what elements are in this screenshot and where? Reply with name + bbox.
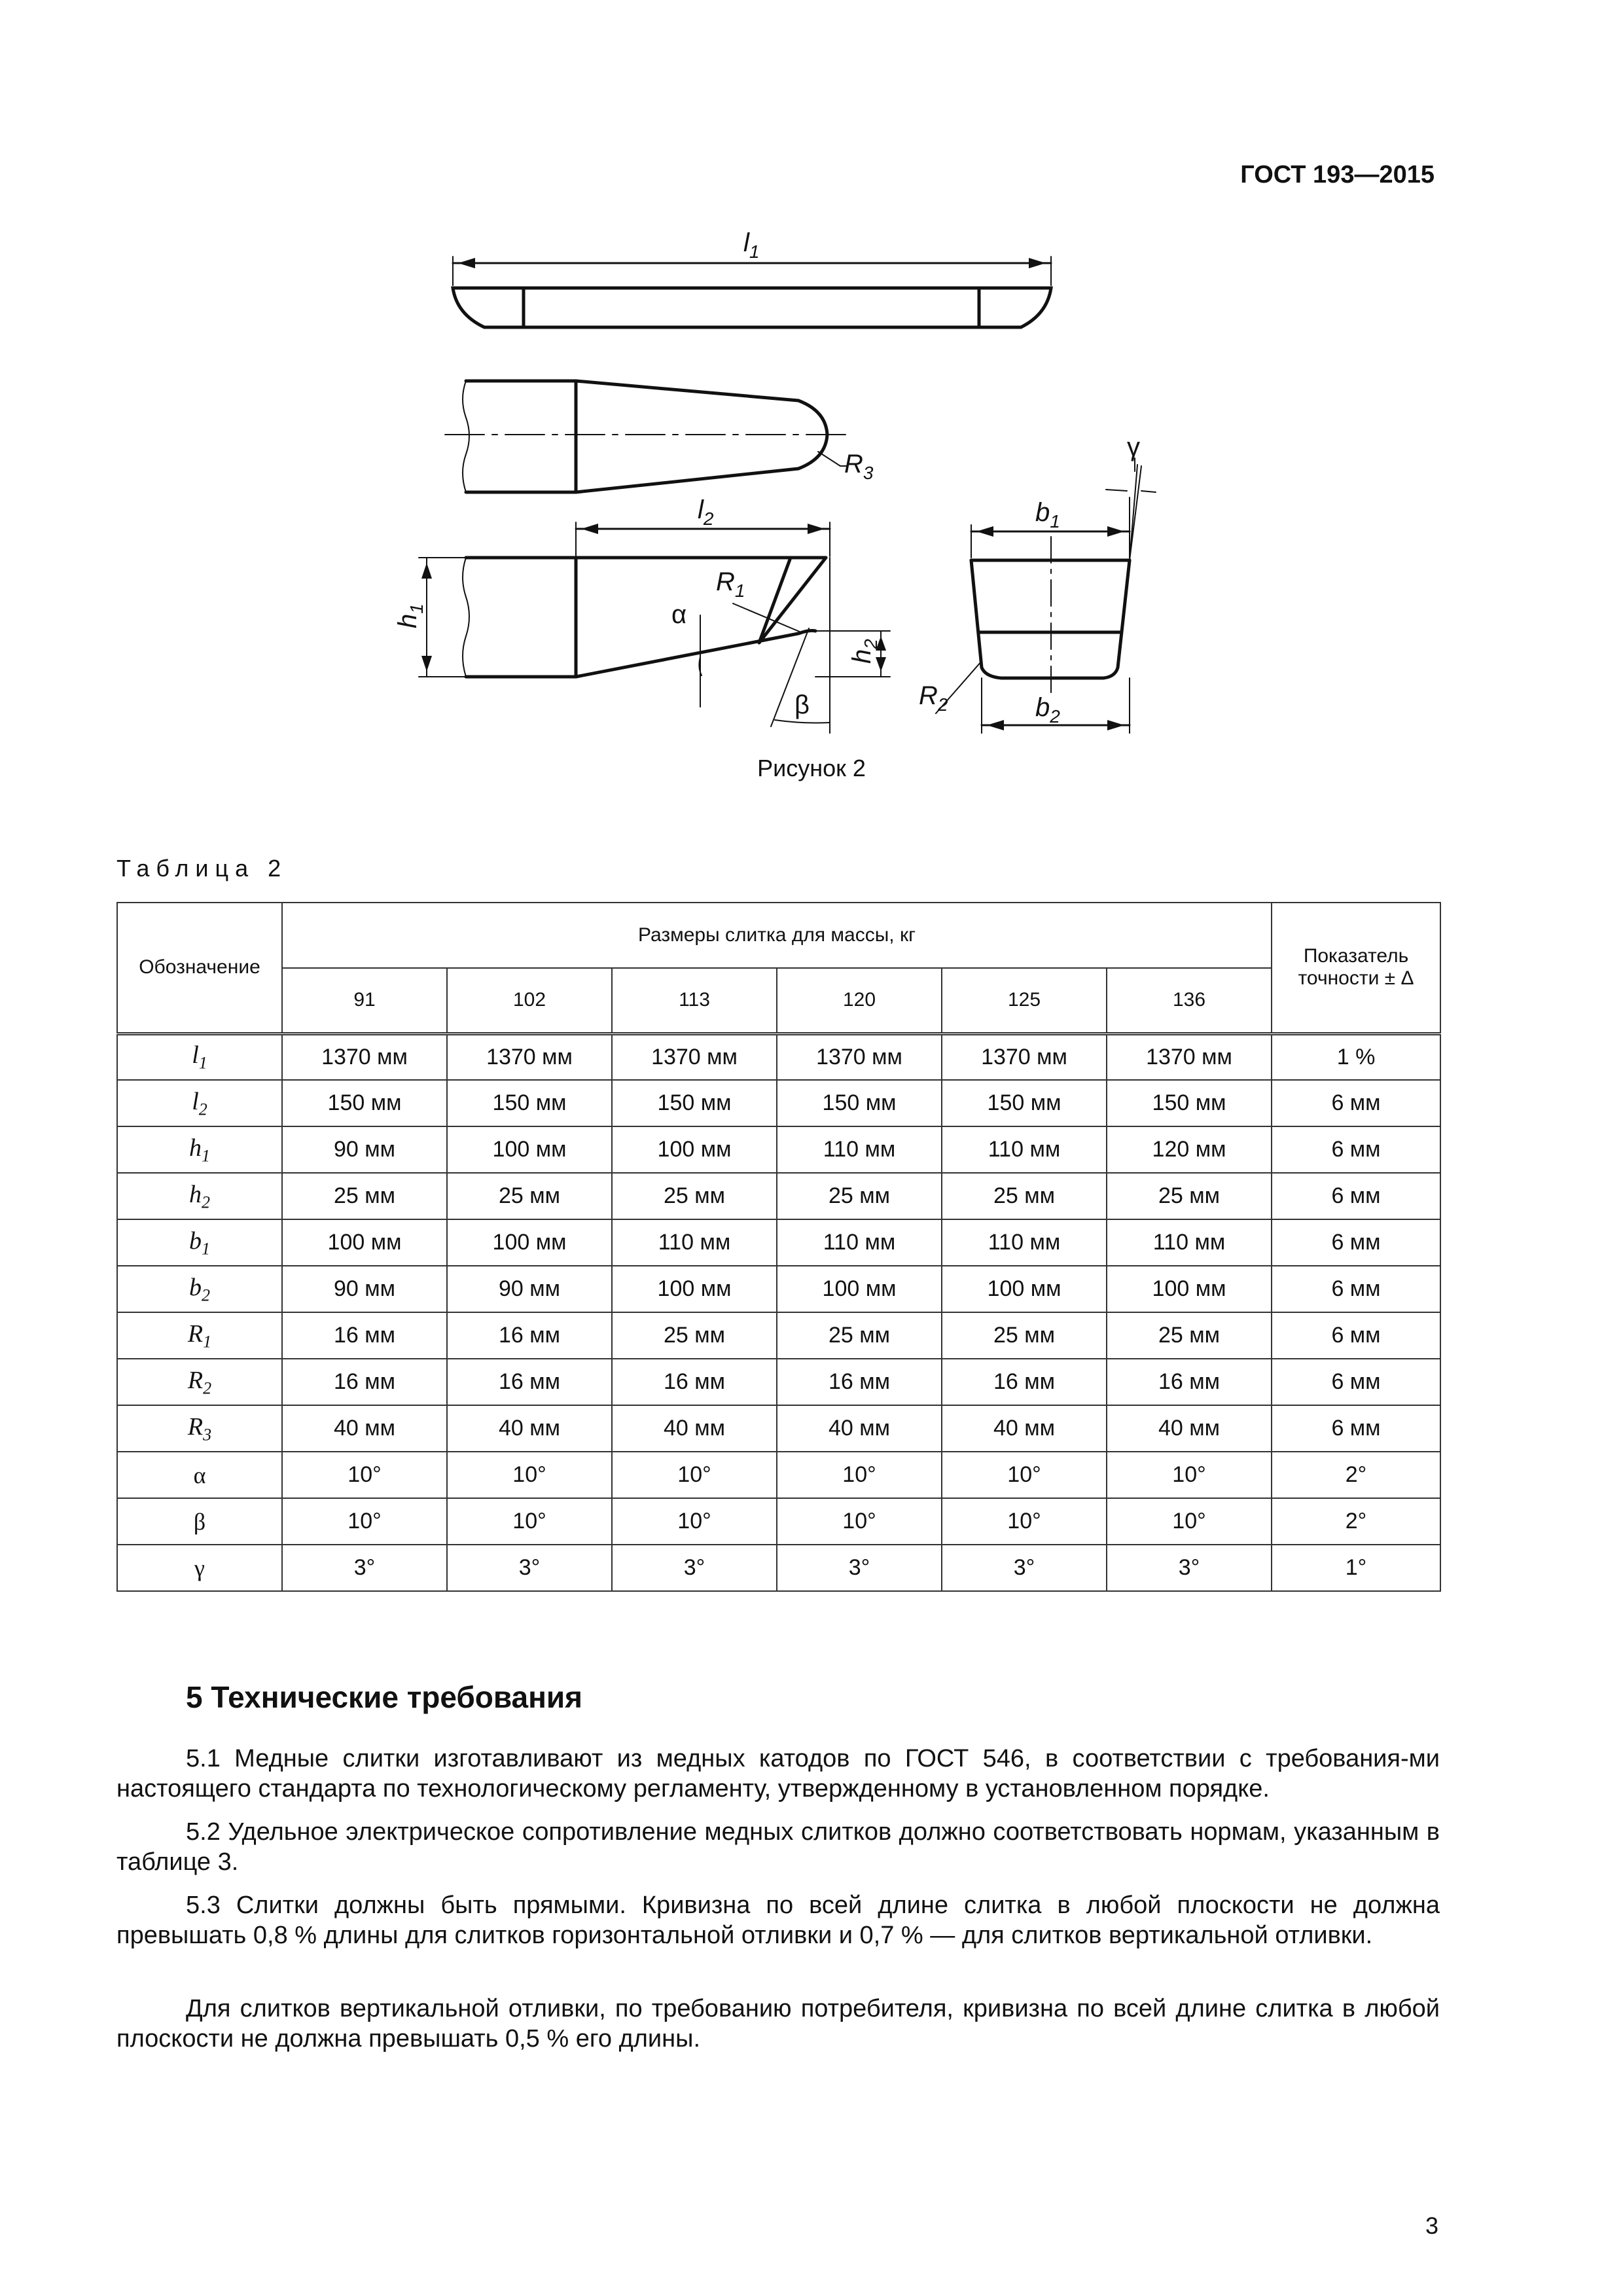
row-designation: $R_3$ <box>117 1405 282 1452</box>
table-row <box>117 1080 1440 1126</box>
table-cell: 25 мм <box>447 1173 612 1219</box>
table-cell: 10° <box>942 1452 1107 1498</box>
table-row <box>117 1312 1440 1359</box>
row-designation: α <box>117 1452 282 1498</box>
table-cell: 16 мм <box>777 1359 942 1405</box>
header-sizes: Размеры слитка для массы, кг <box>282 903 1272 968</box>
accuracy-cell: 6 мм <box>1272 1080 1440 1126</box>
ingot-drawing <box>0 0 1623 805</box>
table-cell: 10° <box>282 1452 447 1498</box>
label-h1: $h_1$ <box>393 603 427 628</box>
header-accuracy: Показатель точности ± Δ <box>1272 903 1440 1033</box>
table-cell: 25 мм <box>612 1173 777 1219</box>
accuracy-cell: 6 мм <box>1272 1266 1440 1312</box>
label-r2: $R_2$ <box>919 681 948 715</box>
table-cell: 100 мм <box>1107 1266 1272 1312</box>
ingot-full-view <box>453 257 1051 327</box>
table-cell: 110 мм <box>777 1126 942 1173</box>
table-cell: 10° <box>942 1498 1107 1545</box>
table-cell: 110 мм <box>1107 1219 1272 1266</box>
table-cell: 100 мм <box>612 1266 777 1312</box>
accuracy-cell: 6 мм <box>1272 1359 1440 1405</box>
row-designation: $h_1$ <box>117 1126 282 1173</box>
table-cell: 100 мм <box>282 1219 447 1266</box>
label-r3: $R_3$ <box>844 450 874 483</box>
table-cell: 150 мм <box>777 1080 942 1126</box>
table-cell: 3° <box>612 1545 777 1591</box>
accuracy-cell: 6 мм <box>1272 1405 1440 1452</box>
label-alpha: α <box>671 600 687 629</box>
table-cell: 16 мм <box>942 1359 1107 1405</box>
table-cell: 90 мм <box>447 1266 612 1312</box>
table-cell: 25 мм <box>942 1312 1107 1359</box>
document-id: ГОСТ 193—2015 <box>1240 161 1435 188</box>
table-cell: 16 мм <box>447 1312 612 1359</box>
ingot-side-view <box>419 522 890 733</box>
label-gamma: γ <box>1127 433 1140 461</box>
table-cell: 150 мм <box>612 1080 777 1126</box>
table-row <box>117 1498 1440 1545</box>
paragraph-5-2: 5.2 Удельное электрическое сопротивление медных слитков должно соответствовать нормам, указанным в таблице 3. <box>116 1818 1440 1876</box>
header-mass: 91 <box>282 968 447 1033</box>
table-cell: 1370 мм <box>282 1033 447 1080</box>
header-designation: Обозначение <box>117 903 282 1033</box>
table-cell: 10° <box>282 1498 447 1545</box>
table-cell: 100 мм <box>942 1266 1107 1312</box>
table-cell: 10° <box>612 1498 777 1545</box>
table-row <box>117 1266 1440 1312</box>
row-designation: $R_2$ <box>117 1359 282 1405</box>
table-cell: 110 мм <box>942 1219 1107 1266</box>
table-cell: 1370 мм <box>447 1033 612 1080</box>
row-designation: $l_1$ <box>117 1033 282 1080</box>
table-cell: 16 мм <box>282 1312 447 1359</box>
header-mass: 120 <box>777 968 942 1033</box>
accuracy-cell: 1 % <box>1272 1033 1440 1080</box>
accuracy-cell: 6 мм <box>1272 1126 1440 1173</box>
table-cell: 110 мм <box>777 1219 942 1266</box>
table-cell: 100 мм <box>447 1219 612 1266</box>
table-cell: 10° <box>1107 1452 1272 1498</box>
table-cell: 16 мм <box>612 1359 777 1405</box>
table-cell: 16 мм <box>282 1359 447 1405</box>
table-cell: 25 мм <box>612 1312 777 1359</box>
section-title: 5 Технические требования <box>186 1680 582 1714</box>
table-cell: 3° <box>1107 1545 1272 1591</box>
ingot-plan-view <box>445 381 851 492</box>
row-designation: $b_2$ <box>117 1266 282 1312</box>
accuracy-cell: 6 мм <box>1272 1173 1440 1219</box>
table-cell: 10° <box>777 1498 942 1545</box>
table-cell: 40 мм <box>1107 1405 1272 1452</box>
table-cell: 10° <box>447 1498 612 1545</box>
table-cell: 150 мм <box>1107 1080 1272 1126</box>
table-cell: 3° <box>777 1545 942 1591</box>
table-cell: 120 мм <box>1107 1126 1272 1173</box>
label-b1: $b_1$ <box>1035 498 1060 531</box>
paragraph-5-3-note: Для слитков вертикальной отливки, по требованию потребителя, кривизна по всей длине слитка в любой плоскости не должна превышать 0,5 % его длины. <box>116 1995 1440 2053</box>
table-cell: 3° <box>282 1545 447 1591</box>
table-cell: 40 мм <box>447 1405 612 1452</box>
row-designation: γ <box>117 1545 282 1591</box>
label-beta: β <box>794 691 810 719</box>
label-l1: $l_1$ <box>743 228 760 262</box>
accuracy-cell: 2° <box>1272 1498 1440 1545</box>
table-row <box>117 1173 1440 1219</box>
header-mass: 125 <box>942 968 1107 1033</box>
table-cell: 150 мм <box>447 1080 612 1126</box>
table-row <box>117 1405 1440 1452</box>
table-cell: 90 мм <box>282 1126 447 1173</box>
table-row <box>117 1452 1440 1498</box>
table-cell: 100 мм <box>447 1126 612 1173</box>
table-cell: 10° <box>612 1452 777 1498</box>
table-cell: 10° <box>447 1452 612 1498</box>
label-h2: $h_2$ <box>847 639 881 664</box>
figure-caption: Рисунок 2 <box>757 755 866 781</box>
table-row <box>117 1545 1440 1591</box>
table-cell: 100 мм <box>777 1266 942 1312</box>
table-cell: 10° <box>1107 1498 1272 1545</box>
table-cell: 40 мм <box>612 1405 777 1452</box>
table-cell: 150 мм <box>282 1080 447 1126</box>
table-row <box>117 1219 1440 1266</box>
table-cell: 25 мм <box>282 1173 447 1219</box>
header-mass: 136 <box>1107 968 1272 1033</box>
table-title: Таблица 2 <box>116 855 288 882</box>
label-r1: $R_1$ <box>716 567 745 601</box>
accuracy-cell: 6 мм <box>1272 1312 1440 1359</box>
dimensions-table <box>116 902 1441 1592</box>
table-row <box>117 1126 1440 1173</box>
table-cell: 10° <box>777 1452 942 1498</box>
table-cell: 150 мм <box>942 1080 1107 1126</box>
table-cell: 3° <box>447 1545 612 1591</box>
row-designation: β <box>117 1498 282 1545</box>
row-designation: $l_2$ <box>117 1080 282 1126</box>
table-cell: 16 мм <box>1107 1359 1272 1405</box>
table-cell: 1370 мм <box>777 1033 942 1080</box>
table-cell: 1370 мм <box>612 1033 777 1080</box>
table-cell: 100 мм <box>612 1126 777 1173</box>
row-designation: $b_1$ <box>117 1219 282 1266</box>
table-cell: 25 мм <box>1107 1173 1272 1219</box>
row-designation: $R_1$ <box>117 1312 282 1359</box>
label-b2: $b_2$ <box>1035 693 1060 726</box>
table-cell: 25 мм <box>942 1173 1107 1219</box>
paragraph-5-1: 5.1 Медные слитки изготавливают из медных катодов по ГОСТ 546, в соответствии с требования-ми настоящего стандарта по технологическому регламенту, утвержденному в установленном порядке. <box>116 1745 1440 1803</box>
label-l2: $l_2$ <box>698 495 714 529</box>
table-cell: 40 мм <box>777 1405 942 1452</box>
table-cell: 110 мм <box>942 1126 1107 1173</box>
table-cell: 16 мм <box>447 1359 612 1405</box>
paragraph-5-3: 5.3 Слитки должны быть прямыми. Кривизна по всей длине слитка в любой плоскости не должна превышать 0,8 % длины для слитков горизонтальной отливки и 0,7 % — для слитков вертикальной отливки. <box>116 1892 1440 1949</box>
table-cell: 90 мм <box>282 1266 447 1312</box>
table-cell: 25 мм <box>777 1312 942 1359</box>
table-row <box>117 1359 1440 1405</box>
accuracy-cell: 2° <box>1272 1452 1440 1498</box>
page-number: 3 <box>1425 2212 1438 2239</box>
table-cell: 25 мм <box>1107 1312 1272 1359</box>
table-row <box>117 1033 1440 1080</box>
table-cell: 3° <box>942 1545 1107 1591</box>
table-cell: 40 мм <box>942 1405 1107 1452</box>
row-designation: $h_2$ <box>117 1173 282 1219</box>
accuracy-cell: 6 мм <box>1272 1219 1440 1266</box>
table-cell: 1370 мм <box>942 1033 1107 1080</box>
header-mass: 102 <box>447 968 612 1033</box>
table-cell: 40 мм <box>282 1405 447 1452</box>
table-cell: 25 мм <box>777 1173 942 1219</box>
table-cell: 110 мм <box>612 1219 777 1266</box>
accuracy-cell: 1° <box>1272 1545 1440 1591</box>
table-cell: 1370 мм <box>1107 1033 1272 1080</box>
header-mass: 113 <box>612 968 777 1033</box>
